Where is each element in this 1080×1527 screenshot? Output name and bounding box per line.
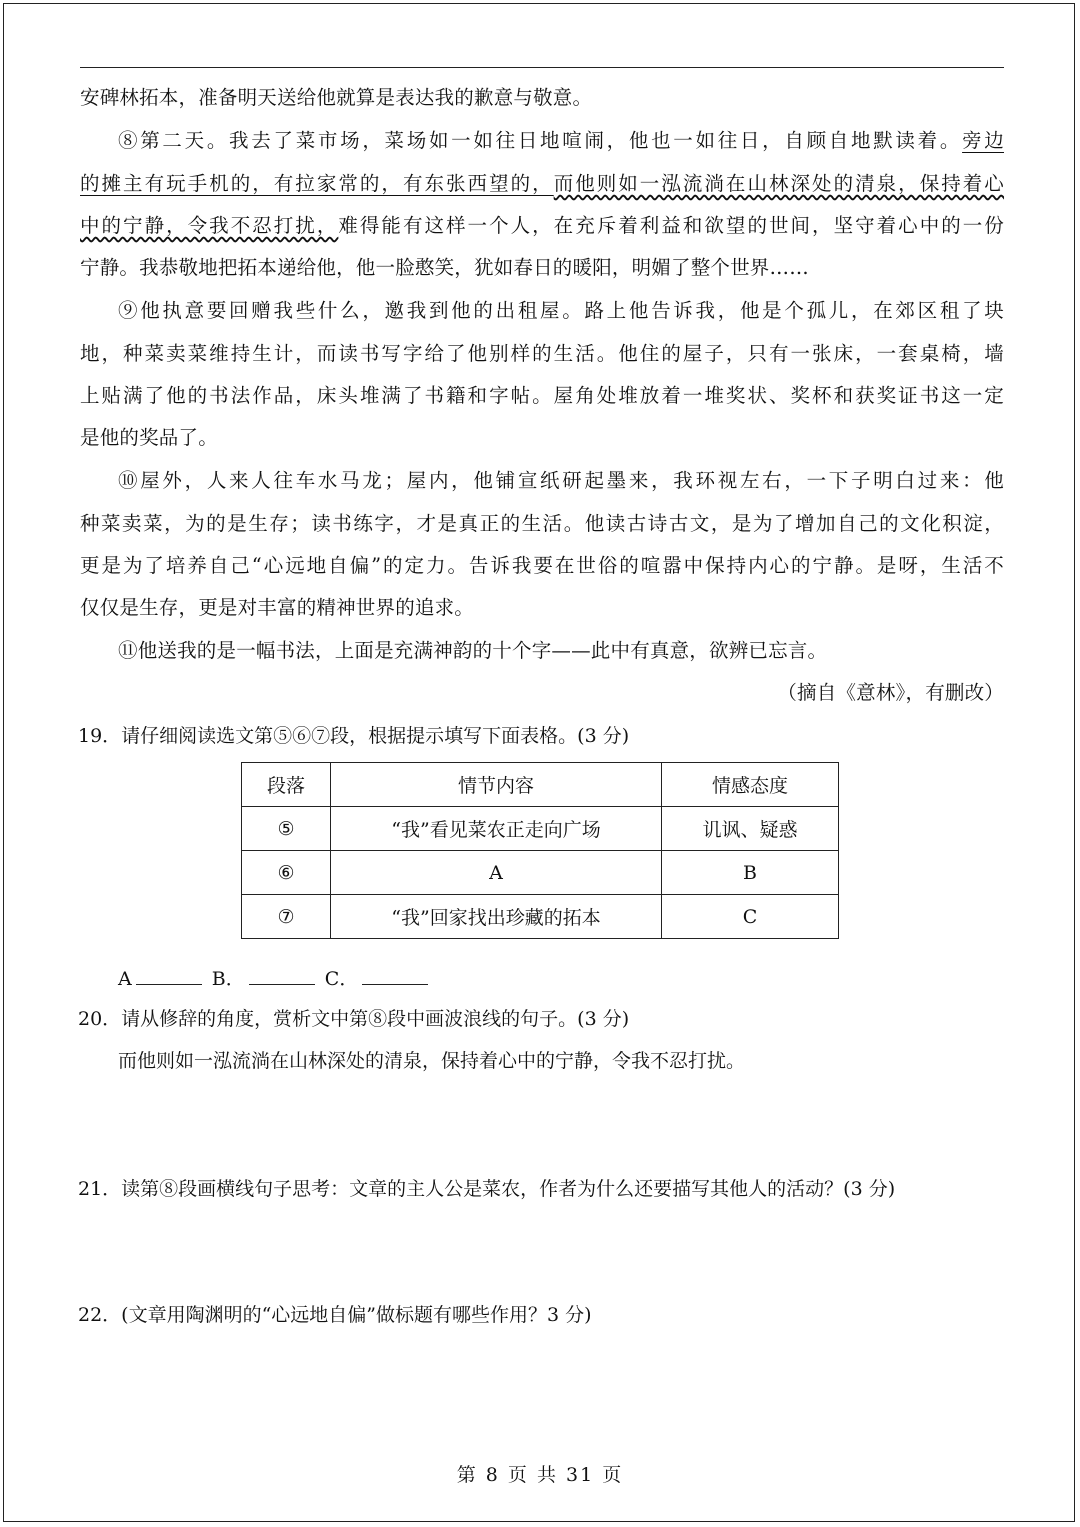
paragraph-10-line-3: 更是为了培养自己“心远地自偏”的定力。告诉我要在世俗的喧嚣中保持内心的宁静。是呀，生活不 [80, 554, 1004, 577]
underlined-sentence: 旁边 [962, 129, 1004, 152]
question-20: 20．请从修辞的角度，赏析文中第⑧段中画波浪线的句子。(3 分) [78, 1008, 630, 1030]
paragraph-9-line-4: 是他的奖品了。 [80, 426, 218, 449]
table-header: 段落 [242, 763, 331, 807]
table-cell: B [662, 851, 839, 895]
table-row [242, 895, 839, 939]
blank-b-line[interactable] [249, 964, 315, 985]
header-rule [80, 67, 1004, 68]
table-cell: C [662, 895, 839, 939]
paragraph-11-line-1: ⑪他送我的是一幅书法，上面是充满神韵的十个字——此中有真意，欲辨已忘言。 [118, 639, 828, 662]
passage-line: 安碑林拓本，准备明天送给他就算是表达我的歉意与敬意。 [80, 86, 593, 109]
table-header: 情节内容 [331, 763, 662, 807]
table-cell: ⑤ [242, 807, 331, 851]
blank-a-label: A [118, 968, 132, 990]
paragraph-9-line-3: 上贴满了他的书法作品，床头堆满了书籍和字帖。屋角处堆放着一堆奖状、奖杯和获奖证书这一定 [80, 384, 1004, 407]
blank-c-label: C． [324, 968, 359, 990]
underlined-sentence: 的摊主有玩手机的，有拉家常的，有东张西望的， [80, 172, 554, 195]
page-number: 第 8 页 共 31 页 [456, 1464, 624, 1486]
paragraph-8-line-4: 宁静。我恭敬地把拓本递给他，他一脸憨笑，犹如春日的暖阳，明媚了整个世界…… [80, 256, 809, 279]
paragraph-10-line-1: ⑩屋外，人来人往车水马龙；屋内，他铺宣纸研起墨来，我环视左右，一下子明白过来：他 [118, 469, 1004, 492]
question-22: 22．(文章用陶渊明的“心远地自偏”做标题有哪些作用？3 分) [78, 1304, 592, 1326]
paragraph-9-line-1: ⑨他执意要回赠我些什么，邀我到他的出租屋。路上他告诉我，他是个孤儿，在郊区租了块 [118, 299, 1004, 322]
passage-text: 难得能有这样一个人，在充斥着利益和欲望的世间，坚守着心中的一份 [338, 214, 1004, 237]
table-row [242, 807, 839, 851]
source-citation: （摘自《意林》，有删改） [777, 681, 1004, 704]
paragraph-8-line-3 [80, 212, 1004, 240]
passage-text: ⑧第二天。我去了菜市场，菜场如一如往日地喧闹，他也一如往日，自顾自地默读着。 [118, 129, 963, 152]
blank-c-line[interactable] [362, 964, 428, 985]
blank-a-line[interactable] [136, 964, 202, 985]
paragraph-8-line-1 [118, 127, 1004, 155]
wavy-underlined-sentence: 而他则如一泓流淌在山林深处的清泉，保持着心 [553, 172, 1005, 195]
table-cell: “我”看见菜农正走向广场 [331, 807, 662, 851]
table-header: 情感态度 [662, 763, 839, 807]
question-19: 19．请仔细阅读选文第⑤⑥⑦段，根据提示填写下面表格。(3 分) [78, 725, 630, 747]
question-21: 21．读第⑧段画横线句子思考：文章的主人公是菜农，作者为什么还要描写其他人的活动？(3 分) [78, 1178, 896, 1200]
question-20-sentence: 而他则如一泓流淌在山林深处的清泉，保持着心中的宁静，令我不忍打扰。 [118, 1050, 746, 1072]
paragraph-10-line-2: 种菜卖菜，为的是生存；读书练字，才是真正的生活。他读古诗古文，是为了增加自己的文化积淀， [80, 512, 1004, 535]
table-cell: ⑦ [242, 895, 331, 939]
paragraph-9-line-2: 地，种菜卖菜维持生计，而读书写字给了他别样的生活。他住的屋子，只有一张床，一套桌椅，墙 [80, 342, 1004, 365]
answer-blanks [118, 964, 432, 993]
paragraph-8-line-2 [80, 170, 1004, 198]
table-cell: A [331, 851, 662, 895]
answer-table [241, 762, 839, 939]
table-cell: 讥讽、疑惑 [662, 807, 839, 851]
wavy-underlined-sentence: 中的宁静，令我不忍打扰， [80, 214, 339, 237]
paragraph-10-line-4: 仅仅是生存，更是对丰富的精神世界的追求。 [80, 596, 475, 619]
table-row [242, 851, 839, 895]
table-cell: ⑥ [242, 851, 331, 895]
blank-b-label: B． [211, 968, 245, 990]
table-cell: “我”回家找出珍藏的拓本 [331, 895, 662, 939]
table-header-row [242, 763, 839, 807]
